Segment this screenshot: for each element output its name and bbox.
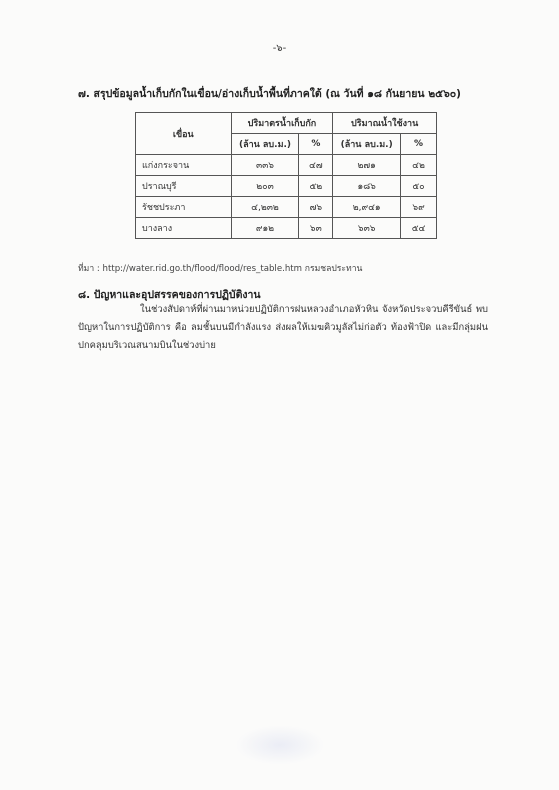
table-row — [136, 218, 437, 239]
table-row — [136, 155, 437, 176]
dam-name: ปราณบุรี — [136, 176, 232, 197]
header-storage-unit: (ล้าน ลบ.ม.) — [231, 134, 299, 155]
usable-value: ๑๘๖ — [333, 176, 401, 197]
dam-name: แก่งกระจาน — [136, 155, 232, 176]
reservoir-table — [135, 112, 437, 239]
source-citation: ที่มา : http://water.rid.go.th/flood/flood/res_table.htm กรมชลประทาน — [78, 264, 363, 274]
header-usable-pct: % — [401, 134, 437, 155]
section-7-heading: ๗. สรุปข้อมูลน้ำเก็บกักในเขื่อน/อ่างเก็บน้ำพื้นที่ภาคใต้ (ณ วันที่ ๑๘ กันยายน ๒๕๖๐) — [78, 88, 461, 100]
header-dam: เขื่อน — [136, 113, 232, 155]
usable-value: ๒๗๑ — [333, 155, 401, 176]
header-storage: ปริมาตรน้ำเก็บกัก — [231, 113, 333, 134]
dam-name: รัชชประภา — [136, 197, 232, 218]
storage-percent: ๖๓ — [299, 218, 333, 239]
dam-name: บางลาง — [136, 218, 232, 239]
section-8-paragraph: ในช่วงสัปดาห์ที่ผ่านมาหน่วยปฏิบัติการฝนหลวงอำเภอหัวหิน จังหวัดประจวบคีรีขันธ์ พบปัญหาในการปฏิบัติการ คือ ลมชั้นบนมีกำลังแรง ส่งผลให้เมฆคิวมูลัสไม่ก่อตัว ท้องฟ้าปิด และมีกลุ่มฝนปกคลุมบริเวณสนามบินในช่วงบ่าย — [78, 304, 488, 351]
storage-value: ๙๑๒ — [231, 218, 299, 239]
section-8-heading: ๘. ปัญหาและอุปสรรคของการปฏิบัติงาน — [78, 289, 261, 301]
page-number: -๖- — [272, 43, 287, 54]
storage-value: ๔,๒๓๒ — [231, 197, 299, 218]
storage-percent: ๕๒ — [299, 176, 333, 197]
usable-value: ๒,๙๔๑ — [333, 197, 401, 218]
header-usable-unit: (ล้าน ลบ.ม.) — [333, 134, 401, 155]
table-row — [136, 176, 437, 197]
storage-percent: ๗๖ — [299, 197, 333, 218]
scan-smudge — [235, 725, 325, 765]
header-storage-pct: % — [299, 134, 333, 155]
usable-percent: ๕๔ — [401, 218, 437, 239]
storage-value: ๓๓๖ — [231, 155, 299, 176]
storage-percent: ๔๗ — [299, 155, 333, 176]
table-row — [136, 197, 437, 218]
storage-value: ๒๐๓ — [231, 176, 299, 197]
usable-percent: ๖๙ — [401, 197, 437, 218]
table-header-row — [136, 113, 437, 134]
usable-percent: ๔๒ — [401, 155, 437, 176]
usable-percent: ๕๐ — [401, 176, 437, 197]
usable-value: ๖๓๖ — [333, 218, 401, 239]
header-usable: ปริมาณน้ำใช้งาน — [333, 113, 437, 134]
